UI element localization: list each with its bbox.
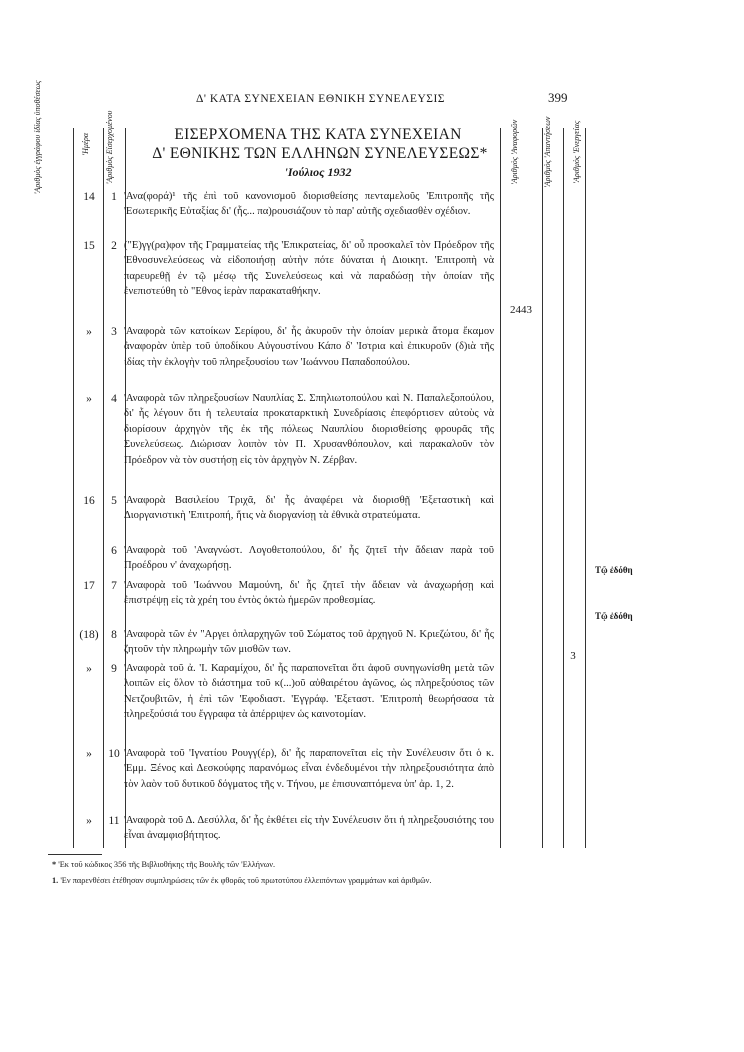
entry-text: 'Αναφορὰ Βασιλείου Τριχᾶ, δι' ἧς ἀναφέρει νὰ διορισθῇ 'Εξεταστικὴ καὶ Διοργανιστικὴ 'Επιτροπή, ἥτις νὰ διοργανίσῃ τὰ ἐθνικὰ στρατεύματα. — [124, 495, 494, 522]
entry-text: 'Αναφορὰ τῶν ἐν "Αργει ὁπλαρχηγῶν τοῦ Σώματος τοῦ ἀρχηγοῦ Ν. Κριεζώτου, δι' ἧς ζητοῦν τὴν πληρωμὴν τῶν μισθῶν των. — [124, 629, 494, 656]
entry-day: » — [86, 326, 92, 338]
entry-number: 3 — [111, 326, 117, 338]
entry-text: 'Αναφορὰ τοῦ ἀ. 'Ι. Καραμίχου, δι' ἧς παραπονεῖται ὅτι ἀφοῦ συνηγωνίσθη μετὰ τῶν λοιπῶν εἰς ὅλον τὸ διάστημα τοῦ κ(...)οῦ αὐθαιρέτου ἀγῶνος, ὡς πληρεξούσιος τῶν Νετζουβιτῶν, ἡ ἐπὶ τῶν 'Εφοδιαστ. 'Εγγράφ. 'Εξεταστ. 'Επιτροπὴ θεωρήσασα τὰ πληρεξούσιά του ἔγγραφα τὰ ἀπέρριψεν ὡς καινοτομίαν. — [124, 663, 494, 721]
entry-ref-number: 2443 — [510, 304, 532, 316]
column-rule — [125, 128, 126, 848]
entry-text: ("Ε)γγ(ρα)φον τῆς Γραμματείας τῆς 'Επικρατείας, δι' οὗ προσκαλεῖ τὸν Πρόεδρον τῆς 'Εθνοσυνελεύσεως νὰ εἰδοποιήσῃ αὐτὴν πότε δύναται ἡ Διοικητ. 'Επιτροπὴ νὰ παρευρεθῇ ἐν τῷ μέσῳ τῆς Συνελεύσεως καὶ νὰ παραδώσῃ τὴν ὁποίαν τῆς ἐνεπιστεύθη τὸ "Εθνος ἱερὰν παρακαταθήκην. — [124, 240, 494, 298]
footnote-text: 'Εν παρενθέσει ἐτέθησαν συμπληρώσεις τῶν ἐκ φθορᾶς τοῦ πρωτοτύπου ἐλλειπόντων γραμμάτων καὶ ἀριθμῶν. — [60, 876, 432, 885]
entry-number: 1 — [111, 191, 117, 203]
entry-day: 14 — [83, 191, 95, 203]
col-header-entry-no: 'Αριθμὸς Εἰσερχομένου — [104, 110, 114, 185]
entry-number: 10 — [108, 748, 120, 760]
entry-day: » — [86, 393, 92, 405]
entry-text: 'Αναφορὰ τοῦ Δ. Δεσύλλα, δι' ἧς ἐκθέτει εἰς τὴν Συνέλευσιν ὅτι ἡ πληρεξουσιότης του εἶναι ἀναμφισβήτητος. — [124, 815, 494, 842]
col-header-day: 'Ημέρα — [80, 132, 90, 156]
running-head: Δ' ΚΑΤΑ ΣΥΝΕΧΕΙΑΝ ΕΘΝΙΚΗ ΣΥΝΕΛΕΥΣΙΣ — [196, 93, 445, 105]
column-rule — [542, 128, 543, 848]
col-header-reply-no: 'Αριθμὸς 'Απαντήσεων — [542, 116, 552, 188]
footnote — [52, 876, 431, 885]
footnote-text: 'Εκ τοῦ κώδικος 356 τῆς Βιβλιοθήκης τῆς Βουλῆς τῶν 'Ελλήνων. — [58, 860, 276, 869]
column-rule — [500, 128, 501, 848]
entry-day: » — [86, 663, 92, 675]
entry-number: 4 — [111, 393, 117, 405]
entry-number: 8 — [111, 629, 117, 641]
footnote-mark: * — [52, 860, 57, 869]
entry-day: 17 — [83, 580, 95, 592]
table-title-line-2: Δ' ΕΘΝΙΚΗΣ ΤΩΝ ΕΛΛΗΝΩΝ ΣΥΝΕΛΕΥΣΕΩΣ* — [152, 145, 488, 162]
entry-day: 16 — [83, 495, 95, 507]
entry-text: 'Αναφορὰ τῶν πληρεξουσίων Ναυπλίας Σ. Σπηλιωτοπούλου καὶ Ν. Παπαλεξοπούλου, δι' ἧς λέγουν ὅτι ἡ τελευταία προκαταρκτικὴ Συνεδρίασις ἐπεφόρτισεν αὐτοὺς νὰ διορίσουν ἀρχηγὸν τῆς ἐκ τῆς πόλεως Ναυπλίου διορισθείσης φρουρᾶς τῆς Συνελεύσεως. Διώρισαν λοιπὸν τὸν Π. Χρυσανθόπουλον, καὶ παρακαλοῦν τὸν Πρόεδρον νὰ τὸν συστήσῃ εἰς τὸν ἀρχηγὸν Ν. Ζέρβαν. — [124, 393, 494, 466]
footnote-rule — [48, 854, 102, 855]
entry-text: 'Ανα(φορά)¹ τῆς ἐπὶ τοῦ κανονισμοῦ διορισθείσης πενταμελοῦς 'Επιτροπῆς τῆς 'Εσωτερικῆς Εὐταξίας δι' (ἧς... πα)ρουσιάζουν τὸ παρ' αὐτῆς σχεδιασθὲν σχέδιον. — [124, 191, 494, 218]
table-title-line-1: ΕΙΣΕΡΧΟΜΕΝΑ ΤΗΣ ΚΑΤΑ ΣΥΝΕΧΕΙΑΝ — [174, 126, 462, 143]
footnote-mark: 1. — [52, 876, 59, 885]
column-rule — [563, 128, 564, 848]
entry-action: Τῷ ἐδόθη — [595, 565, 633, 575]
entry-day: » — [86, 748, 92, 760]
column-rule — [73, 128, 74, 848]
col-header-doc-no: 'Αριθμὸς ἐγγράφου ἰδίας ὑποθέσεως — [32, 80, 42, 195]
entry-text: 'Αναφορὰ τοῦ 'Αναγνώστ. Λογοθετοπούλου, δι' ἧς ζητεῖ τὴν ἄδειαν παρὰ τοῦ Προέδρου ν' ἀναχωρήσῃ. — [124, 545, 494, 572]
entry-day: » — [86, 815, 92, 827]
entry-day: (18) — [79, 629, 99, 641]
column-rule — [103, 128, 104, 848]
col-header-ref-no: 'Αριθμὸς 'Αναφορῶν — [509, 119, 519, 185]
entry-action: Τῷ ἐδόθη — [595, 611, 633, 621]
col-header-action: 'Αριθμὸς 'Ενεργείας — [571, 120, 581, 184]
entry-number: 7 — [111, 580, 117, 592]
entry-text: 'Αναφορὰ τῶν κατοίκων Σερίφου, δι' ἧς ἀκυροῦν τὴν ὁποίαν μερικὰ ἄτομα ἔκαμον ἀναφορὰν ὑπὲρ τοῦ ὑποδίκου Αὐγουστίνου Κάπο δ' 'Ιστρια καὶ ἐπικυροῦν (δ)ιὰ τῆς ἰδίας τὴν ἐκλογὴν τοῦ πληρεξουσίου των 'Ιωάννου Παπαδοπούλου. — [124, 326, 494, 368]
entry-number: 6 — [111, 545, 117, 557]
footnote — [52, 860, 275, 869]
entry-number: 11 — [108, 815, 120, 827]
page-number: 399 — [548, 90, 568, 105]
entry-text: 'Αναφορὰ τοῦ 'Ιγνατίου Ρουγγ(έρ), δι' ἧς παραπονεῖται εἰς τὴν Συνέλευσιν ὅτι ὁ κ. 'Εμμ. Ξένος καὶ Δεσκούφης παρανόμως εἶναι ἐνδεδυμένοι τὴν πληρεξουσιότητα ἀπὸ τὸν λαὸν τοῦ δυτικοῦ δόγματος τῆς ν. Τήνου, με ἐπισυναπτόμενα ὑπ' ἀρ. 1, 2. — [124, 748, 494, 790]
entry-number: 5 — [111, 495, 117, 507]
entry-reply-number: 3 — [570, 650, 576, 662]
entry-number: 9 — [111, 663, 117, 675]
table-subtitle-date: 'Ιούλιος 1932 — [284, 165, 352, 179]
entry-number: 2 — [111, 240, 117, 252]
column-rule — [585, 128, 586, 848]
entry-day: 15 — [83, 240, 95, 252]
entry-text: 'Αναφορὰ τοῦ 'Ιωάννου Μαμούνη, δι' ἧς ζητεῖ τὴν ἄδειαν νὰ ἀναχωρήσῃ καὶ ἐπιστρέψῃ εἰς τὰ χρέη του ἐντὸς ὀκτὼ ἡμερῶν προθεσμίας. — [124, 580, 494, 607]
